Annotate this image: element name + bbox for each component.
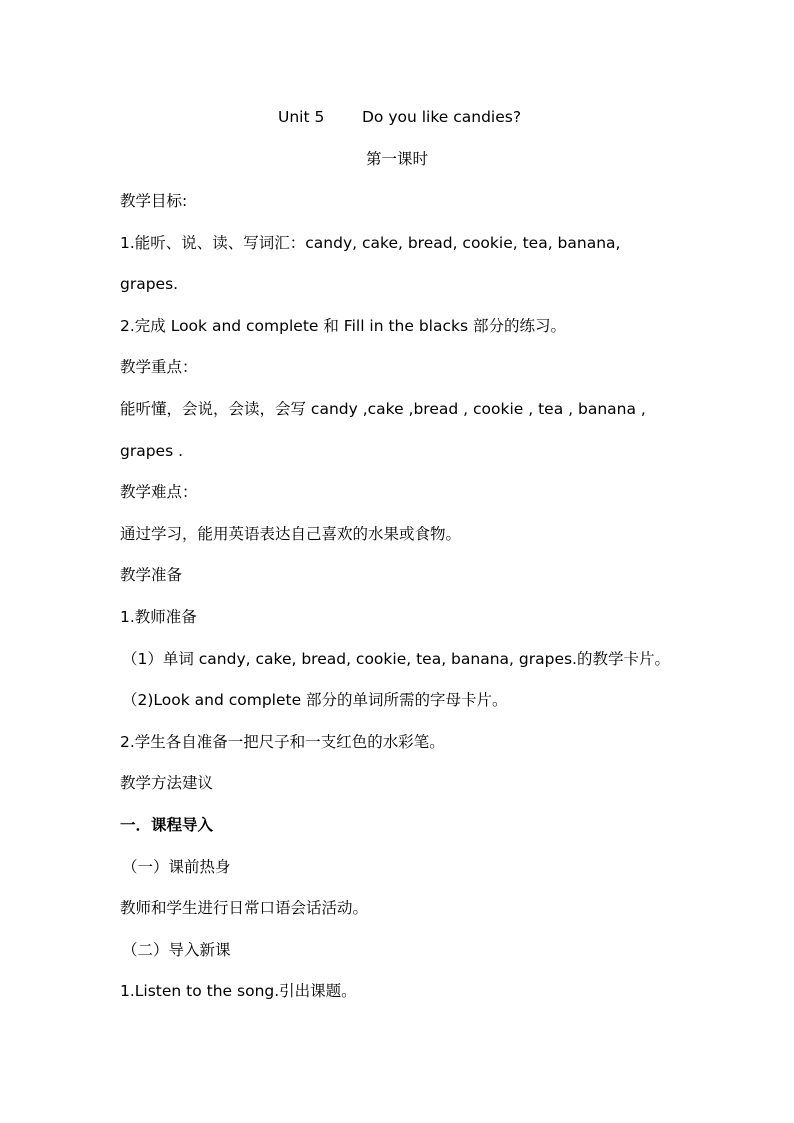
preparation-teacher-item-1: （1）单词 candy, cake, bread, cookie, tea, banana, grapes.的教学卡片。 [122,650,670,668]
objective-item-2: 2.完成 Look and complete 和 Fill in the blacks 部分的练习。 [120,317,566,335]
key-points-text: 能听懂，会说，会读，会写 candy ,cake ,bread , cookie , tea , banana , [120,400,646,418]
difficulties-text: 通过学习，能用英语表达自己喜欢的水果或食物。 [120,525,462,543]
unit-title: Do you like candies? [362,108,522,126]
preparation-students: 2.学生各自准备一把尺子和一支红色的水彩笔。 [120,733,445,751]
lesson-title [0,106,794,128]
subsection-warm-up: （一）课前热身 [122,858,231,876]
new-lesson-step-1: 1.Listen to the song.引出课题。 [120,982,357,1000]
preparation-teacher-item-2: （2)Look and complete 部分的单词所需的字母卡片。 [122,691,508,709]
subsection-new-lesson: （二）导入新课 [122,941,231,959]
objective-item-1: 1.能听、说、读、写词汇：candy, cake, bread, cookie, tea, banana, [120,234,621,252]
warm-up-text: 教师和学生进行日常口语会话活动。 [120,899,369,917]
section-heading-difficulties: 教学难点： [120,483,198,501]
section-heading-objectives: 教学目标: [120,192,188,210]
section-heading-lesson-intro: 一．课程导入 [120,816,214,834]
section-heading-preparation: 教学准备 [120,566,183,584]
section-heading-key-points: 教学重点： [120,358,198,376]
section-heading-methods: 教学方法建议 [120,774,214,792]
key-points-text-continued: grapes . [120,442,184,460]
objective-item-1-continued: grapes. [120,275,179,293]
preparation-teacher: 1.教师准备 [120,608,197,626]
lesson-period: 第一课时 [365,150,428,168]
unit-number: Unit 5 [278,108,325,126]
